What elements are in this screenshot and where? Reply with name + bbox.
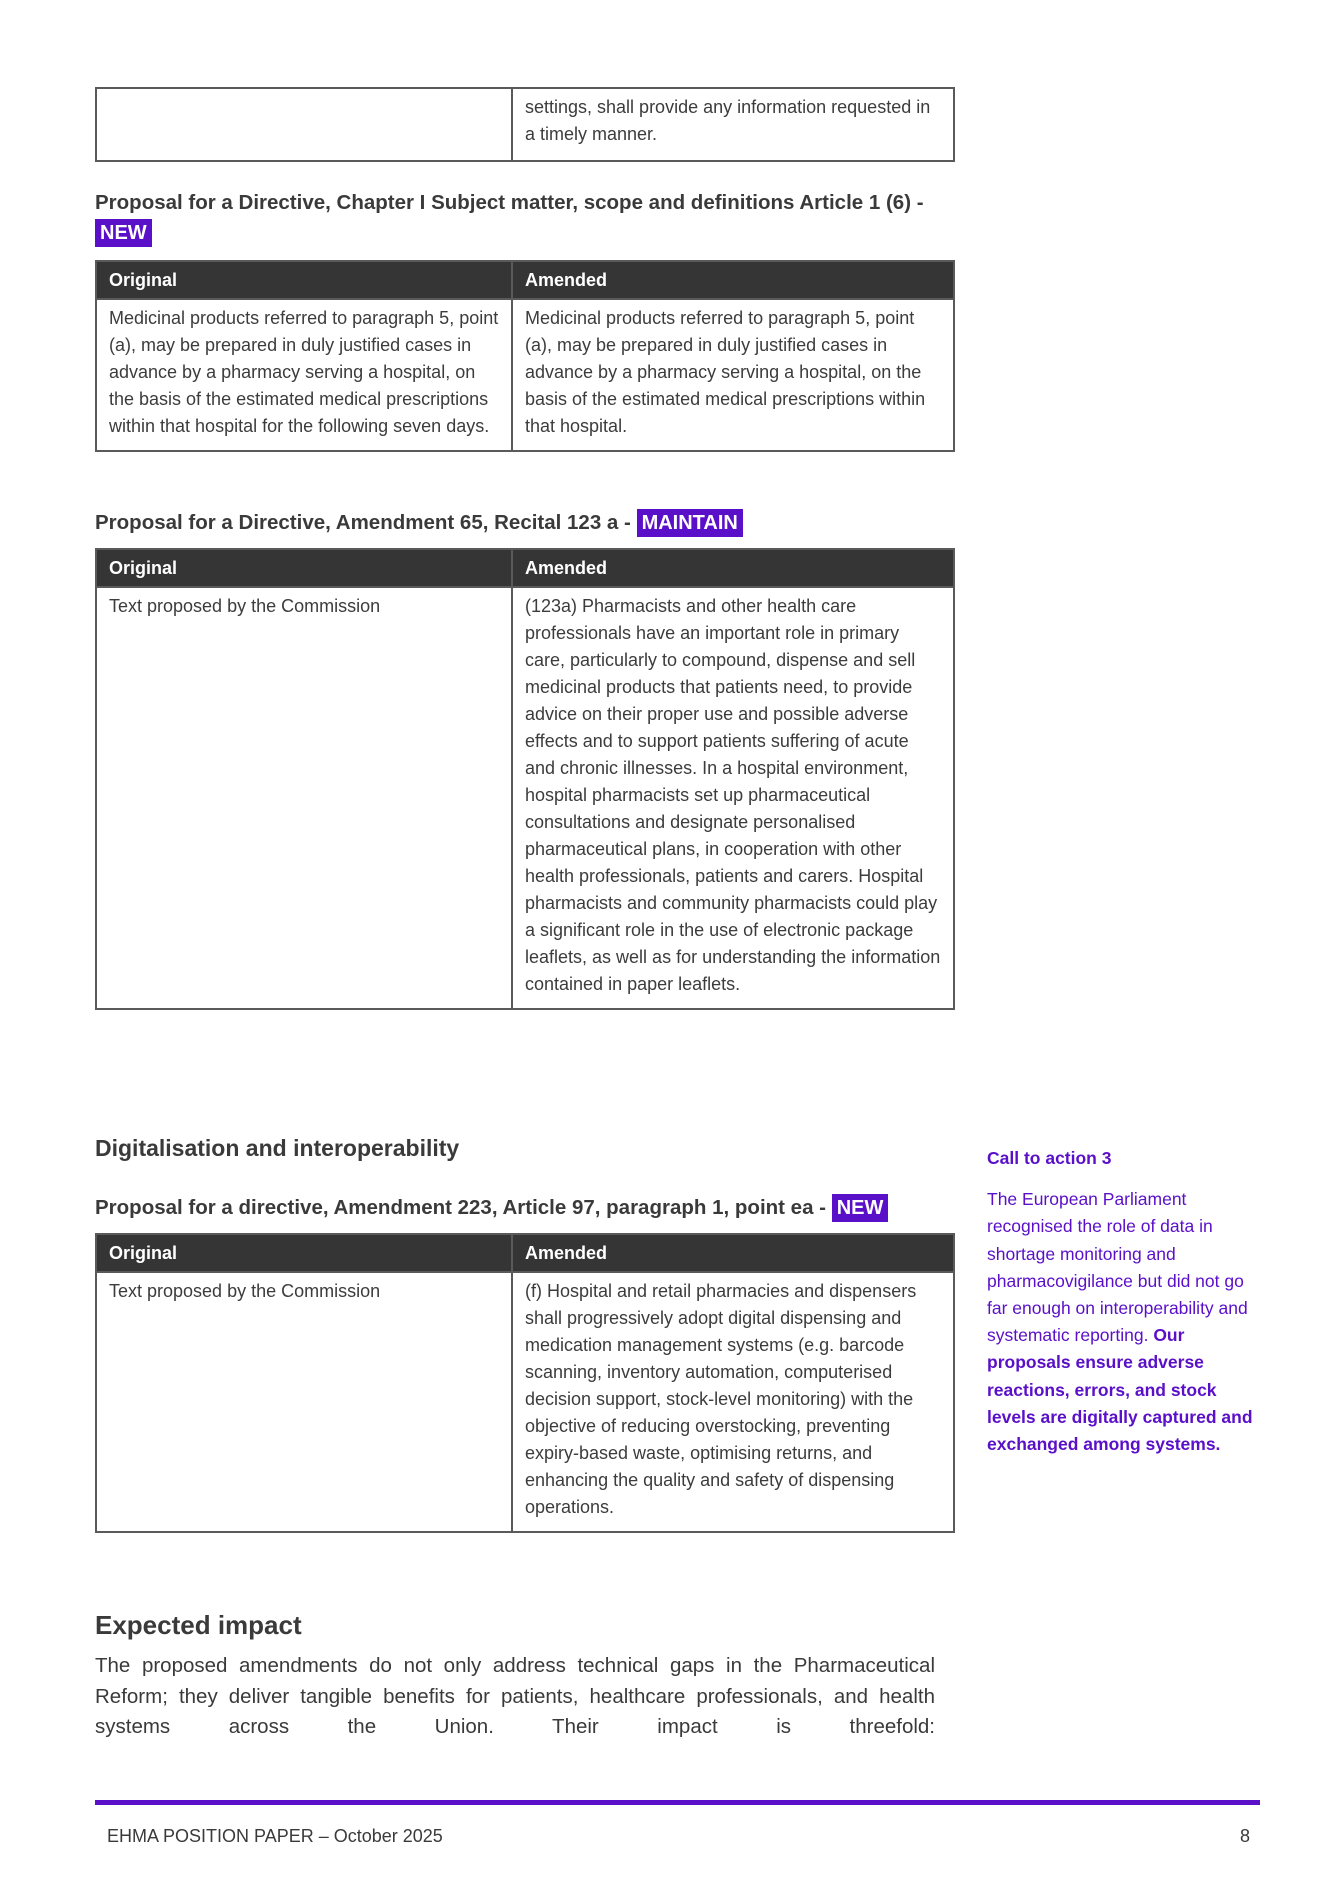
table-row <box>96 587 954 1009</box>
call-to-action-text <box>987 1186 1257 1458</box>
amended-cell: (f) Hospital and retail pharmacies and dispensers shall progressively adopt digital dispensing and medication management systems (e.g. barcode scanning, inventory automation, computerised decision support, stock-level monitoring) with the objective of reducing overstocking, preventing expiry-based waste, optimising returns, and enhancing the quality and safety of dispensing operations. <box>512 1272 954 1532</box>
footer-title: EHMA POSITION PAPER – October 2025 <box>107 1826 443 1846</box>
original-cell: Text proposed by the Commission <box>96 587 512 1009</box>
continuation-table <box>95 87 955 162</box>
proposal-heading-text: Proposal for a Directive, Amendment 65, Recital 123 a - <box>95 511 637 534</box>
amended-cell: (123a) Pharmacists and other health care professionals have an important role in primary care, particularly to compound, dispense and sell medicinal products that patients need, to provide advice on their proper use and possible adverse effects and to support patients suffering of acute and chronic illnesses. In a hospital environment, hospital pharmacists set up pharmaceutical consultations and designate personalised pharmaceutical plans, in cooperation with other health professionals, patients and carers. Hospital pharmacists and community pharmacists could play a significant role in the use of electronic package leaflets, as well as for understanding the information contained in paper leaflets. <box>512 587 954 1009</box>
column-header-original: Original <box>96 1234 512 1272</box>
table-header-row <box>96 549 954 587</box>
table-row <box>96 299 954 451</box>
proposal-heading <box>95 508 955 538</box>
call-to-action-emphasis: Our proposals ensure adverse reactions, errors, and stock levels are digitally captured and exchanged among systems. <box>987 1325 1253 1455</box>
expected-impact-paragraph: The proposed amendments do not only address technical gaps in the Pharmaceutical Reform; they deliver tangible benefits for patients, healthcare professionals, and health systems across the Union. Their impact is threefold: <box>95 1654 935 1738</box>
status-badge-new: NEW <box>95 219 152 247</box>
page-number: 8 <box>1240 1826 1251 1846</box>
original-cell <box>96 88 512 161</box>
proposal-heading <box>95 188 955 248</box>
comparison-table <box>95 260 955 452</box>
column-header-original: Original <box>96 549 512 587</box>
comparison-table <box>95 548 955 1010</box>
original-cell: Text proposed by the Commission <box>96 1272 512 1532</box>
comparison-table <box>95 1233 955 1533</box>
original-cell: Medicinal products referred to paragraph 5, point (a), may be prepared in duly justified cases in advance by a pharmacy serving a hospital, on the basis of the estimated medical prescriptions within that hospital for the following seven days. <box>96 299 512 451</box>
status-badge-maintain: MAINTAIN <box>637 509 743 537</box>
table-row <box>96 88 954 161</box>
call-to-action-box <box>987 1145 1257 1458</box>
table-header-row <box>96 1234 954 1272</box>
call-to-action-body: The European Parliament recognised the role of data in shortage monitoring and pharmacovigilance but did not go far enough on interoperability and systematic reporting. <box>987 1189 1248 1346</box>
expected-impact-heading: Expected impact <box>95 1610 302 1640</box>
proposal-heading <box>95 1193 955 1223</box>
proposal-heading-text: Proposal for a directive, Amendment 223, Article 97, paragraph 1, point ea - <box>95 1196 832 1219</box>
column-header-amended: Amended <box>512 549 954 587</box>
column-header-amended: Amended <box>512 1234 954 1272</box>
proposal-heading-text: Proposal for a Directive, Chapter I Subject matter, scope and definitions Article 1 (6) - <box>95 191 924 214</box>
column-header-original: Original <box>96 261 512 299</box>
amended-cell: settings, shall provide any information requested in a timely manner. <box>512 88 954 161</box>
table-header-row <box>96 261 954 299</box>
footer-divider <box>95 1800 1260 1805</box>
call-to-action-title: Call to action 3 <box>987 1148 1112 1168</box>
table-row <box>96 1272 954 1532</box>
status-badge-new: NEW <box>832 1194 889 1222</box>
amended-cell: Medicinal products referred to paragraph 5, point (a), may be prepared in duly justified cases in advance by a pharmacy serving a hospital, on the basis of the estimated medical prescriptions within that hospital. <box>512 299 954 451</box>
section-heading: Digitalisation and interoperability <box>95 1135 460 1161</box>
column-header-amended: Amended <box>512 261 954 299</box>
